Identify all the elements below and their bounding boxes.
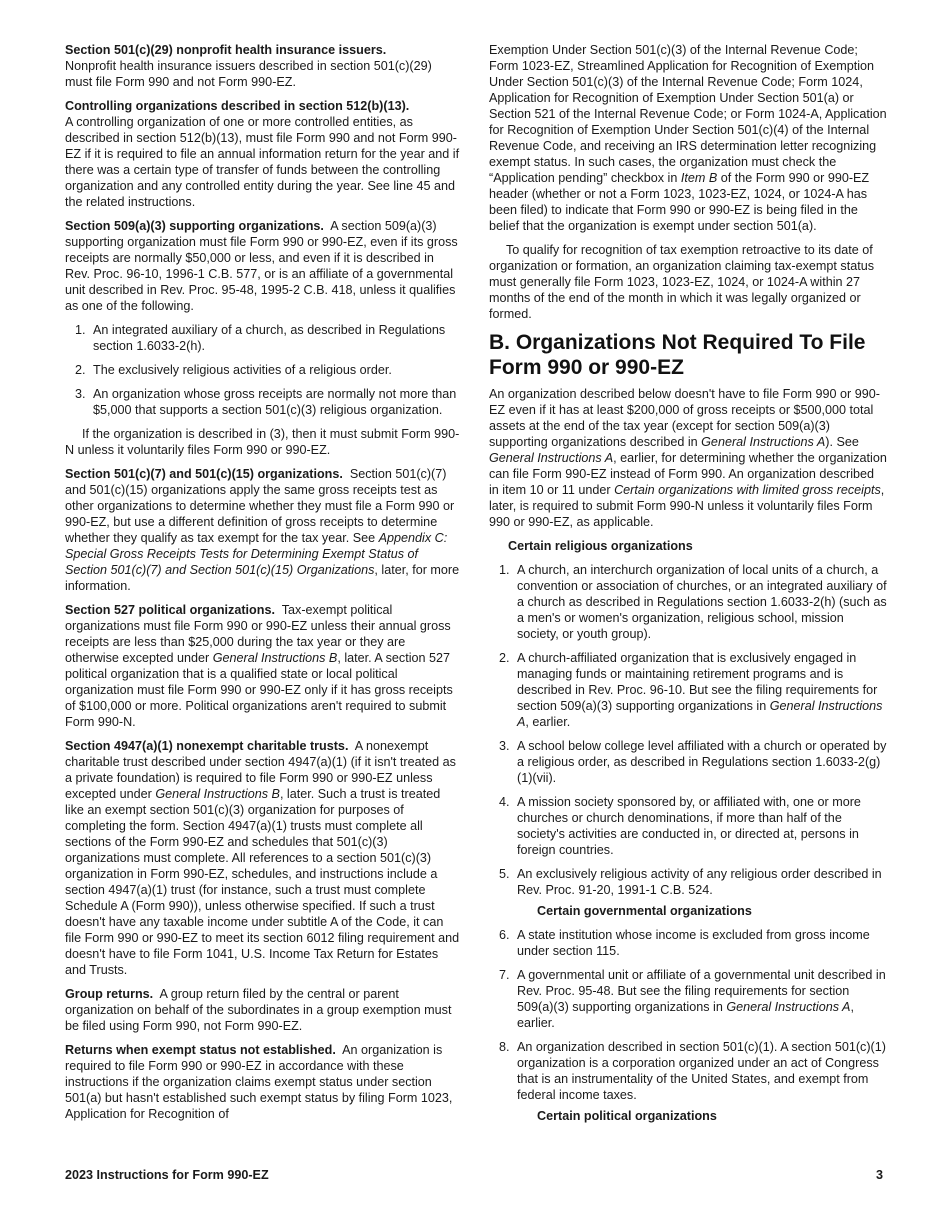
paragraph-text: Nonprofit health insurance issuers described in section 501(c)(29) must file Form 990 and not Form 990-EZ.	[65, 59, 432, 89]
list-text: A state institution whose income is excluded from gross income under section 115.	[517, 928, 870, 958]
list-item	[489, 738, 887, 786]
list-text: , earlier.	[517, 1000, 854, 1030]
list-text: An organization described in section 501(c)(1). A section 501(c)(1) organization is a corporation organized under an act of Congress that is an instrumentality of the United States, and exempt from federal income taxes.	[517, 1040, 886, 1102]
list-item	[489, 927, 887, 959]
list-text: A school below college level affiliated with a church or operated by a religious order, as described in Regulations section 1.6033-2(g)(1)(vii).	[517, 739, 887, 785]
italic-reference: Appendix C: Special Gross Receipts Tests for Determining Exempt Status of Section 501(c)(7) and Section 501(c)(15) Organizations	[65, 531, 448, 577]
list-item	[489, 650, 887, 730]
section-heading: Group returns.	[65, 987, 154, 1001]
paragraph-text: An organization described below doesn't have to file Form 990 or 990-EZ even if it has at least $200,000 of gross receipts or $500,000 total assets at the end of the tax year (except for section 509(a)(3) supporting organizations described in	[489, 387, 880, 449]
list-number: 2.	[75, 363, 86, 377]
numbered-list-exemptions	[489, 562, 887, 898]
list-number: 8.	[499, 1040, 510, 1054]
paragraph-527	[65, 602, 460, 730]
paragraph-text: To qualify for recognition of tax exemption retroactive to its date of organization or formation, an organization claiming tax-exempt status must generally file Form 1023, 1023-EZ, 1024, or 1024-A within 27 months of the end of the month in which it was legally organized or formed.	[489, 243, 875, 321]
list-number: 4.	[499, 795, 510, 809]
section-b-heading: B. Organizations Not Required To File Form 990 or 990-EZ	[489, 331, 866, 379]
list-text: , earlier.	[525, 715, 571, 729]
list-item	[489, 967, 887, 1031]
list-number: 2.	[499, 651, 510, 665]
paragraph-text: of the Form 990 or 990-EZ header (whether or not a Form 1023, 1023-EZ, 1024, or 1024-A has been filed) to indicate that Form 990 or 990-EZ is being filed in the belief that the organization is exempt under section 501(a).	[489, 171, 870, 233]
list-number: 7.	[499, 968, 510, 982]
list-text: A mission society sponsored by, or affiliated with, one or more churches or church denominations, if more than half of the society's activities are conducted in, or directed at, persons in foreign countries.	[517, 795, 861, 857]
list-text: A church-affiliated organization that is exclusively engaged in managing funds or maintaining retirement programs and is described in Rev. Proc. 96-10. But see the filing requirements for section 509(a)(3) supporting organizations in	[517, 651, 878, 713]
paragraph-501c29	[65, 42, 460, 90]
numbered-list-509a3	[65, 322, 460, 418]
list-number: 3.	[75, 387, 86, 401]
section-heading: Controlling organizations described in section 512(b)(13).	[65, 99, 410, 113]
italic-reference: General Instructions B	[212, 651, 338, 665]
italic-reference: Item B	[680, 171, 718, 185]
paragraph-text: , earlier, for determining whether the organization can file Form 990-EZ instead of Form 990. An organization described in item 10 or 11 under	[489, 451, 887, 497]
section-heading: Section 527 political organizations.	[65, 603, 275, 617]
paragraph-text: If the organization is described in (3), then it must submit Form 990-N unless it voluntarily files Form 990 or 990-EZ.	[65, 427, 460, 457]
subheading-governmental: Certain governmental organizations	[537, 904, 752, 918]
page-number: 3	[876, 1168, 884, 1182]
subheading-political: Certain political organizations	[537, 1109, 717, 1123]
paragraph-text: , later. Such a trust is treated like an exempt section 501(c)(3) organization for purposes of completing the form. Section 4947(a)(1) trusts must complete all sections of the Form 990-EZ and schedules that 501(c)(3) organizations must complete. All references to a section 501(c)(3) organization in Form 990-EZ, schedules, and instructions include a section 4947(a)(1) trust (for instance, such a trust must complete Schedule A (Form 990)), unless otherwise specified. If such a trust doesn't have any taxable income under subtitle A of the Code, it can file Form 990 or 990-EZ to meet its section 6012 filing requirement and doesn't have to file Form 1041, U.S. Income Tax Return for Estates and Trusts.	[65, 787, 460, 977]
paragraph-501c7	[65, 466, 460, 594]
paragraph-continued	[489, 42, 887, 234]
list-item	[489, 794, 887, 858]
list-text: The exclusively religious activities of a religious order.	[93, 363, 392, 377]
paragraph-text: A nonexempt charitable trust described under section 4947(a)(1) (if it isn't treated as a private foundation) is required to file Form 990 or 990-EZ unless excepted under	[65, 739, 456, 801]
paragraph-text: Tax-exempt political organizations must file Form 990 or 990-EZ unless their annual gross receipts are less than $25,000 during the tax year or they are otherwise excepted under	[65, 603, 451, 665]
paragraph-group-returns	[65, 986, 460, 1034]
italic-reference: General Instructions A	[726, 1000, 851, 1014]
left-column	[65, 42, 460, 1130]
list-number: 1.	[75, 323, 86, 337]
paragraph-exempt-status	[65, 1042, 460, 1122]
footer-title: 2023 Instructions for Form 990-EZ	[65, 1168, 269, 1182]
list-text: A governmental unit or affiliate of a governmental unit described in Rev. Proc. 95-48. But see the filing requirements for section 509(a)(3) supporting organizations in	[517, 968, 886, 1014]
italic-reference: Certain organizations with limited gross receipts	[614, 483, 881, 497]
paragraph-4947a1	[65, 738, 460, 978]
paragraph-text: , later, is required to submit Form 990-N unless it voluntarily files Form 990 or 990-EZ, as applicable.	[489, 483, 885, 529]
paragraph-text: A group return filed by the central or parent organization on behalf of the subordinates in a group exemption must be filed using Form 990, not Form 990-EZ.	[65, 987, 452, 1033]
section-heading: Section 501(c)(29) nonprofit health insurance issuers.	[65, 43, 387, 57]
list-item	[489, 1039, 887, 1103]
list-item	[65, 322, 460, 354]
italic-reference: General Instructions A	[701, 435, 826, 449]
section-heading: Returns when exempt status not established.	[65, 1043, 336, 1057]
list-text: An exclusively religious activity of any religious order described in Rev. Proc. 91-20, 1991-1 C.B. 524.	[517, 867, 882, 897]
paragraph-intro	[489, 386, 887, 530]
paragraph-text: Exemption Under Section 501(c)(3) of the Internal Revenue Code; Form 1023-EZ, Streamlined Application for Recognition of Exemption Under Section 501(c)(3) of the Internal Revenue Code; Form 1024, Application for Recognition of Exemption Under Section 501(a) or Section 521 of the Internal Revenue Code; or Form 1024-A, Application for Recognition of Exemption Under Section 501(c)(4) of the Internal Revenue Code, and receiving an IRS determination letter recognizing exempt status. In such cases, the organization must check the “Application pending” checkbox in	[489, 43, 887, 185]
italic-reference: General Instructions A	[489, 451, 614, 465]
paragraph-text: , later. A section 527 political organization that is a qualified state or local political organization must file Form 990 or 990-EZ only if it has gross receipts of $100,000 or more. Political organizations aren't required to submit Form 990-N.	[65, 651, 453, 729]
list-number: 1.	[499, 563, 510, 577]
italic-reference: General Instructions B	[155, 787, 280, 801]
numbered-list-exemptions-cont	[489, 927, 887, 1103]
section-heading: Section 501(c)(7) and 501(c)(15) organizations.	[65, 467, 343, 481]
list-text: An integrated auxiliary of a church, as described in Regulations section 1.6033-2(h).	[93, 323, 446, 353]
paragraph-text: Section 501(c)(7) and 501(c)(15) organizations apply the same gross receipts test as other organizations to determine whether they must file a Form 990 or 990-EZ, but use a different definition of gross receipts to determine whether they qualify as tax exempt for the tax year. See	[65, 467, 455, 545]
list-item	[65, 362, 460, 378]
section-heading: Section 4947(a)(1) nonexempt charitable trusts.	[65, 739, 349, 753]
paragraph-text: , later, for more information.	[65, 563, 460, 593]
paragraph-text: A section 509(a)(3) supporting organization must file Form 990 or 990-EZ, even if its gross receipts are normally $50,000 or less, and even if it is described in Rev. Proc. 96-10, 1996-1 C.B. 577, or is an affiliate of a governmental unit described in Rev. Proc. 95-48, 1995-2 C.B. 418, unless it qualifies as one of the following.	[65, 219, 458, 313]
right-column	[489, 42, 887, 1132]
list-item	[65, 386, 460, 418]
list-number: 5.	[499, 867, 510, 881]
list-item	[489, 562, 887, 642]
paragraph-509a3	[65, 218, 460, 314]
list-item	[489, 866, 887, 898]
italic-reference: General Instructions A	[517, 699, 883, 729]
list-text: An organization whose gross receipts are normally not more than $5,000 that supports a section 501(c)(3) religious organization.	[93, 387, 457, 417]
list-number: 3.	[499, 739, 510, 753]
subheading-religious: Certain religious organizations	[508, 539, 693, 553]
list-text: A church, an interchurch organization of local units of a church, a convention or association of churches, or an integrated auxiliary of a church as described in Regulations section 1.6033-2(h) (such as a men's or women's organization, religious school, mission society, or youth group).	[517, 563, 887, 641]
list-number: 6.	[499, 928, 510, 942]
paragraph-text: ). See	[825, 435, 859, 449]
paragraph-text: An organization is required to file Form 990 or 990-EZ in accordance with these instructions if the organization claims exempt status under section 501(a) but hasn't established such exempt status by filing Form 1023, Application for Recognition of	[65, 1043, 453, 1121]
paragraph-text: A controlling organization of one or more controlled entities, as described in section 512(b)(13), must file Form 990 and not Form 990-EZ if it is required to file an annual information return for the year and if there was a certain type of transfer of funds between the controlling organization and any controlled entity during the year. See line 45 and the related instructions.	[65, 115, 460, 209]
paragraph-512b13	[65, 98, 460, 210]
section-heading: Section 509(a)(3) supporting organizations.	[65, 219, 324, 233]
